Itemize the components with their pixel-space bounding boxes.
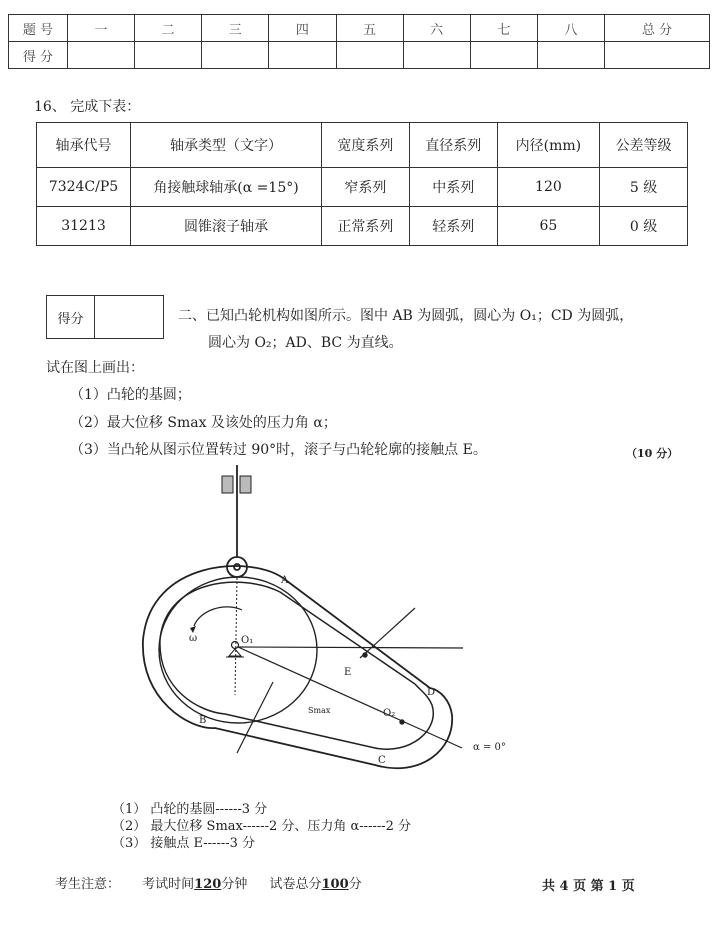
label-A: A	[281, 575, 289, 586]
q2-item-1: （1）凸轮的基圆；	[70, 387, 191, 403]
label-D: D	[427, 687, 436, 698]
label-E: E	[344, 667, 352, 678]
label-smax: Smax	[308, 706, 331, 715]
total-label: 试卷总分	[269, 877, 322, 892]
header-cell: 五	[336, 15, 403, 42]
col-header: 公差等级	[600, 123, 688, 168]
q2-item-2: （2）最大位移 Smax 及该处的压力角 α；	[70, 415, 337, 431]
q16-title: 16、 完成下表：	[34, 99, 141, 115]
header-cell: 七	[470, 15, 537, 42]
scoring-2: （2） 最大位移 Smax------2 分、压力角 α------2 分	[112, 819, 412, 834]
cell: 正常系列	[322, 207, 410, 246]
cell: 窄系列	[322, 168, 410, 207]
col-header: 轴承类型（文字）	[131, 123, 322, 168]
q2-line2: 圆心为 O₂；AD、BC 为直线。	[208, 335, 403, 351]
col-header: 内径(mm)	[497, 123, 599, 168]
col-header: 轴承代号	[37, 123, 131, 168]
q2-line1: 二、已知凸轮机构如图所示。图中 AB 为圆弧，圆心为 O₁；CD 为圆弧，	[178, 308, 634, 324]
exam-note	[55, 873, 362, 892]
header-cell: 一	[68, 15, 135, 42]
q2-item-3: （3）当凸轮从图示位置转过 90°时，滚子与凸轮轮廓的接触点 E。	[70, 442, 487, 458]
base-circle	[159, 577, 317, 723]
cell: 轻系列	[409, 207, 497, 246]
normal-line-E	[360, 608, 415, 658]
cam-outer-profile	[143, 566, 452, 768]
pivot-o1	[232, 642, 239, 649]
cell: 65	[497, 207, 599, 246]
cell: 圆锥滚子轴承	[131, 207, 322, 246]
scoring-3: （3） 接触点 E------3 分	[112, 836, 256, 851]
total-unit: 分	[348, 877, 362, 892]
header-cell: 题 号	[9, 15, 68, 42]
row-label: 得 分	[9, 42, 68, 69]
header-cell: 八	[537, 15, 604, 42]
header-cell: 三	[202, 15, 269, 42]
cell: 角接触球轴承(α =15°)	[131, 168, 322, 207]
col-header: 直径系列	[409, 123, 497, 168]
score-label: 得分	[47, 296, 95, 339]
header-cell: 四	[269, 15, 336, 42]
cell: 中系列	[409, 168, 497, 207]
header-cell: 总 分	[605, 15, 710, 42]
guide-right	[240, 476, 251, 493]
time-value: 120	[194, 877, 222, 892]
horizontal-line	[238, 647, 463, 648]
col-header: 宽度系列	[322, 123, 410, 168]
cell: 0 级	[600, 207, 688, 246]
q2-prompt: 试在图上画出：	[46, 360, 144, 376]
scoring-1: （1） 凸轮的基圆------3 分	[112, 802, 268, 817]
note-label: 考生注意：	[55, 877, 121, 892]
cell: 120	[497, 168, 599, 207]
label-omega: ω	[189, 633, 198, 644]
label-alpha: α = 0°	[473, 742, 506, 753]
cell: 31213	[37, 207, 131, 246]
label-B: B	[199, 715, 207, 726]
q2-points: （10 分）	[626, 447, 679, 460]
label-O2: O₂	[383, 708, 396, 719]
page-indicator: 共 4 页 第 1 页	[542, 879, 635, 894]
guide-left	[222, 476, 233, 493]
label-C: C	[378, 755, 386, 766]
label-O1: O₁	[241, 635, 254, 646]
header-cell: 二	[135, 15, 202, 42]
omega-arrow	[194, 607, 242, 626]
cell: 5 级	[600, 168, 688, 207]
time-unit: 分钟	[221, 877, 248, 892]
cell: 7324C/P5	[37, 168, 131, 207]
time-label: 考试时间	[142, 877, 195, 892]
total-value: 100	[321, 877, 349, 892]
header-cell: 六	[403, 15, 470, 42]
